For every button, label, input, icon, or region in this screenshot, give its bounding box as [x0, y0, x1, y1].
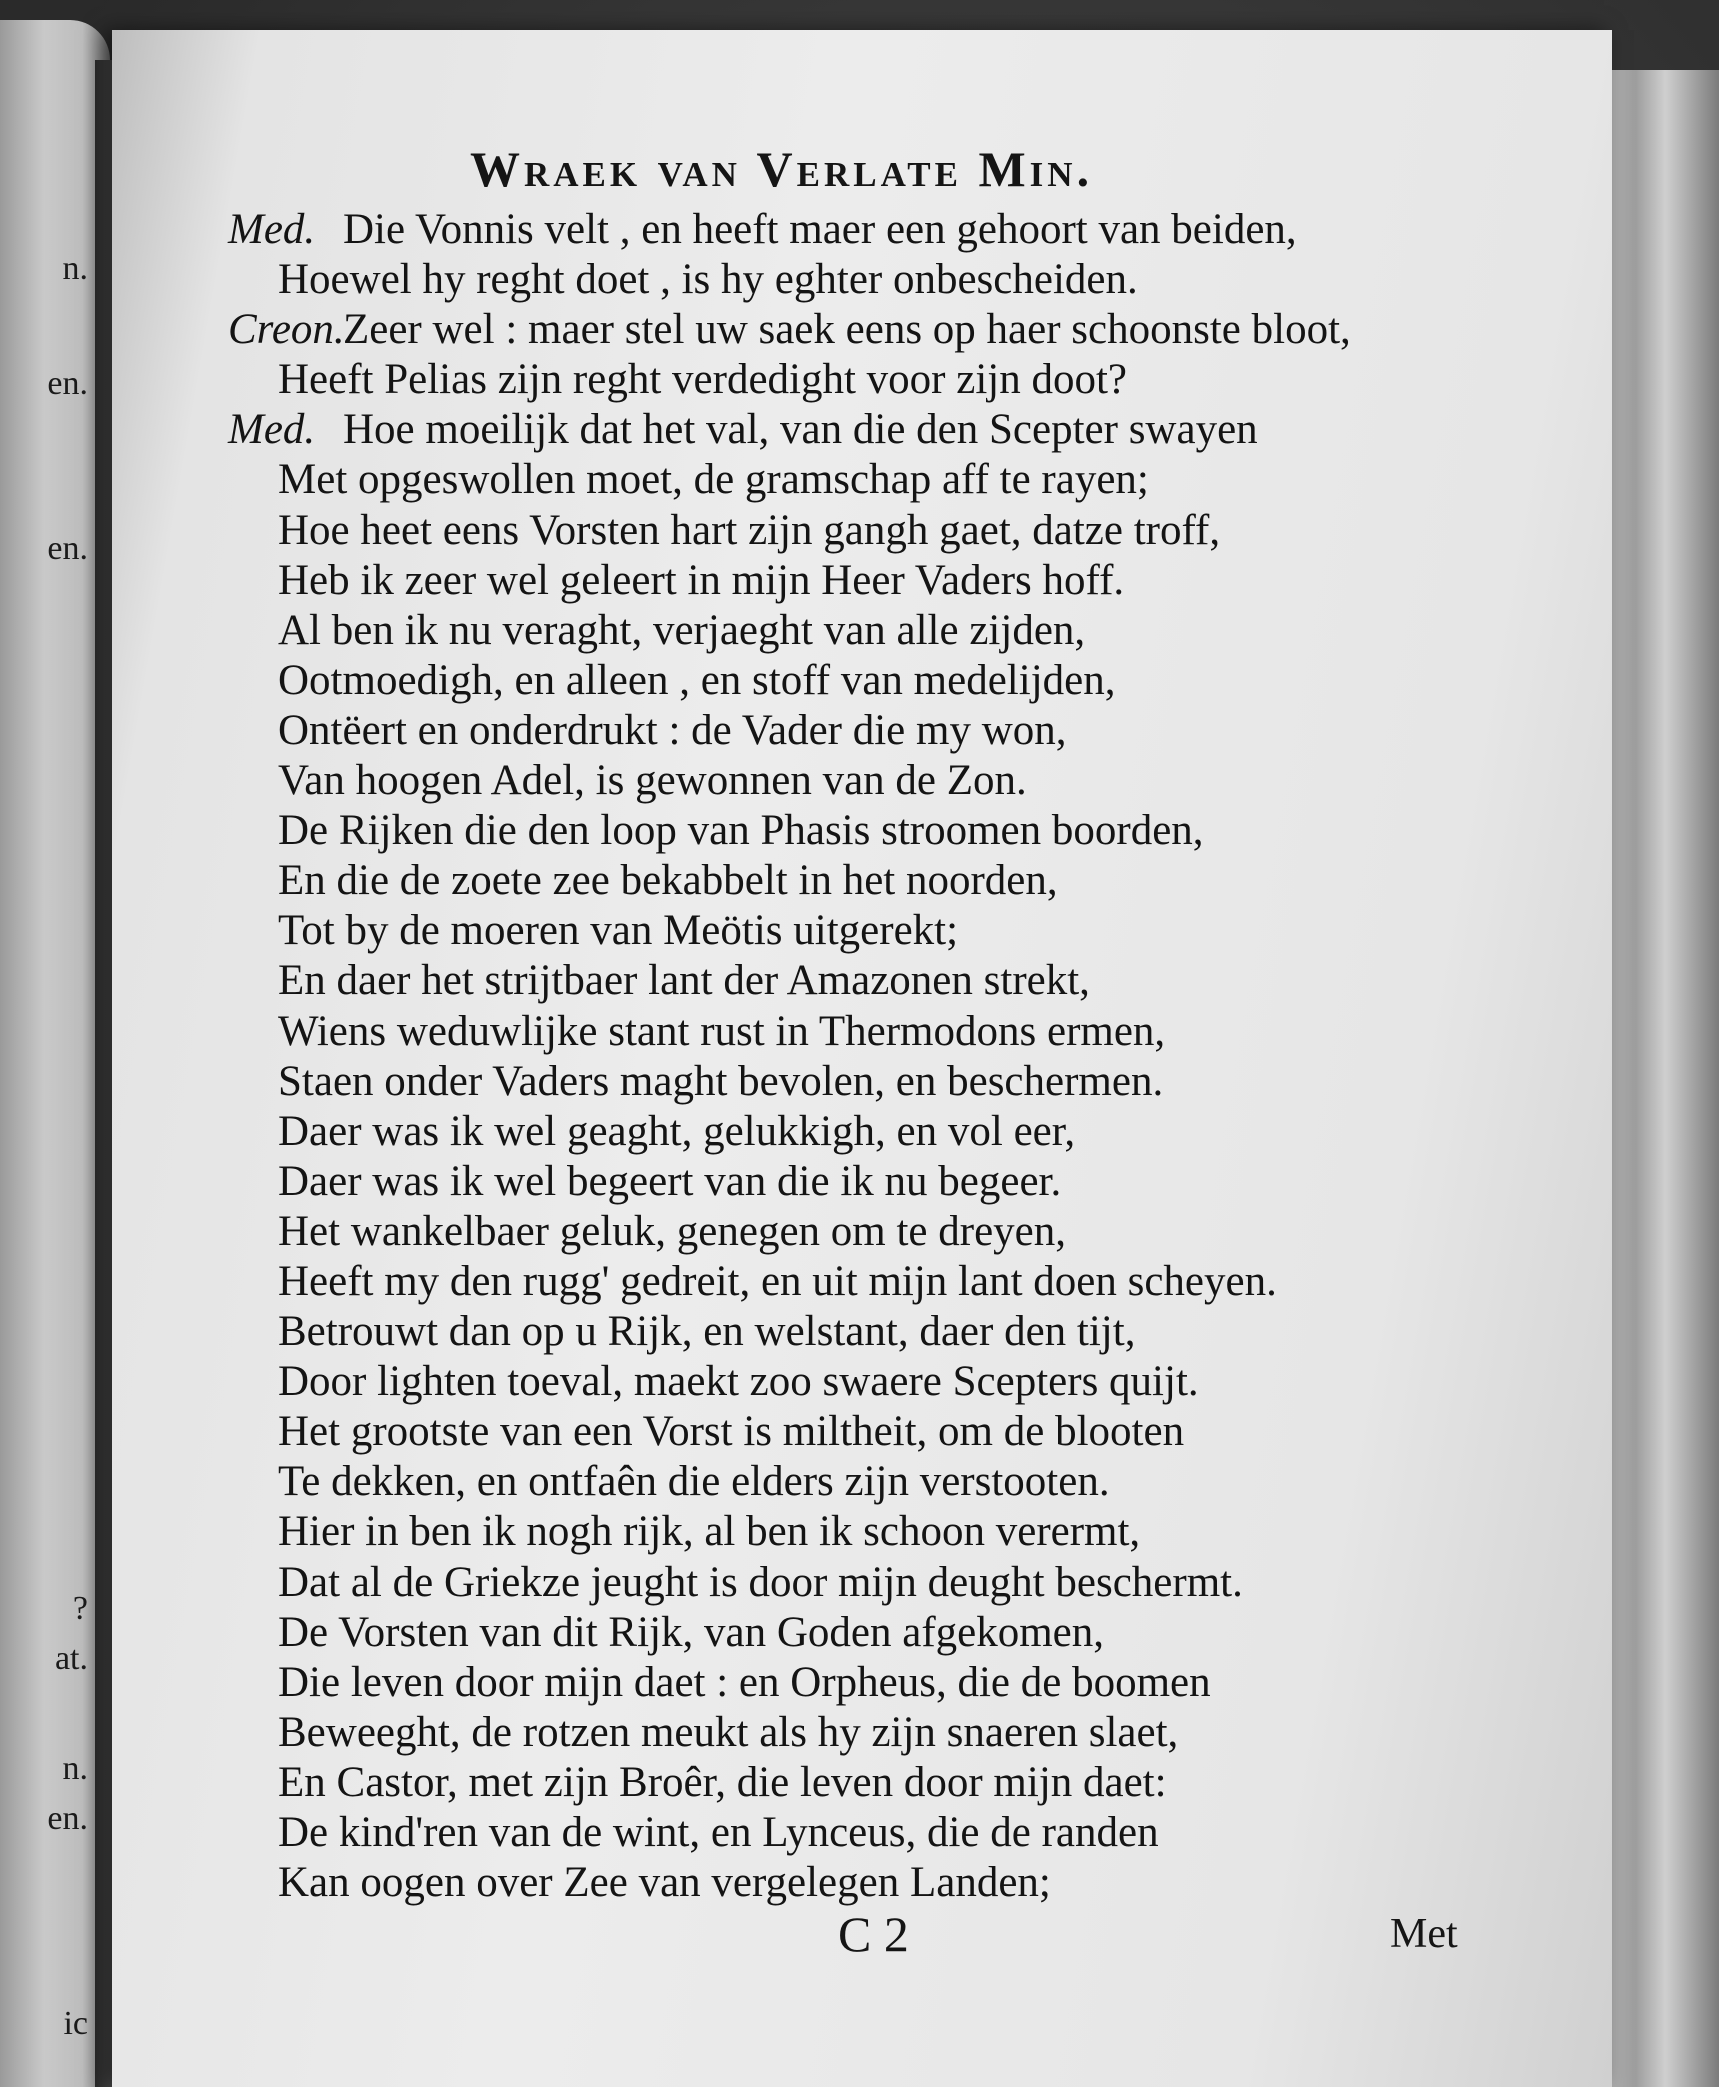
verse-line	[228, 1858, 1378, 1908]
verse-line-text: Tot by de moeren van Meötis uitgerekt;	[278, 907, 959, 955]
verse-line-text: En daer het strijtbaer lant der Amazonen strekt,	[278, 957, 1090, 1005]
verse-line	[228, 856, 1378, 906]
verse-line-text: Zeer wel : maer stel uw saek eens op haer schoonste bloot,	[343, 306, 1351, 354]
verse-line-text: Heeft Pelias zijn reght verdedight voor zijn doot?	[278, 356, 1127, 404]
verse-line	[228, 806, 1378, 856]
verse-line-text: Daer was ik wel geaght, gelukkigh, en vol eer,	[278, 1107, 1076, 1155]
verse-line-text: Wiens weduwlijke stant rust in Thermodons ermen,	[278, 1007, 1166, 1055]
verse-line	[228, 255, 1378, 305]
verse-line	[228, 956, 1378, 1006]
verse-line-text: Met opgeswollen moet, de gramschap aff te rayen;	[278, 456, 1149, 504]
verse-line	[228, 1407, 1378, 1457]
verse-line	[228, 205, 1378, 255]
left-page-fragment: n.	[62, 1750, 88, 1787]
verse-line-text: Kan oogen over Zee van vergelegen Landen;	[278, 1859, 1051, 1907]
verse-line-text: Beweeght, de rotzen meukt als hy zijn snaeren slaet,	[278, 1708, 1179, 1756]
left-page-edge	[0, 20, 110, 2087]
verse-line-text: Van hoogen Adel, is gewonnen van de Zon.	[278, 757, 1027, 805]
verse-line-text: Hoewel hy reght doet , is hy eghter onbescheiden.	[278, 256, 1138, 304]
verse-line	[228, 706, 1378, 756]
verse-line-text: Hoe moeilijk dat het val, van die den Scepter swayen	[343, 406, 1258, 454]
verse-line-text: Te dekken, en ontfaên die elders zijn verstooten.	[278, 1458, 1110, 1506]
verse-line-text: Door lighten toeval, maekt zoo swaere Scepters quijt.	[278, 1358, 1199, 1406]
left-page-fragment: en.	[47, 1800, 88, 1837]
running-header: Wraek van Verlate Min.	[470, 141, 1094, 197]
verse-line	[228, 1558, 1378, 1608]
verse-line	[228, 455, 1378, 505]
left-page-fragment: en.	[47, 530, 88, 567]
verse-line	[228, 906, 1378, 956]
verse-line	[228, 606, 1378, 656]
verse-line	[228, 1507, 1378, 1557]
verse-line	[228, 1257, 1378, 1307]
speaker-label: Creon.	[228, 306, 345, 354]
left-page-fragment: en.	[47, 365, 88, 402]
verse-line	[228, 1057, 1378, 1107]
verse-line	[228, 1758, 1378, 1808]
verse-line-text: Die leven door mijn daet : en Orpheus, die de boomen	[278, 1658, 1211, 1706]
signature-mark: C 2	[838, 1906, 909, 1962]
verse-line-text: Hoe heet eens Vorsten hart zijn gangh gaet, datze troff,	[278, 506, 1221, 554]
speaker-label: Med.	[228, 406, 316, 454]
verse-line	[228, 1357, 1378, 1407]
verse-line	[228, 1808, 1378, 1858]
verse-line	[228, 1107, 1378, 1157]
verse-line	[228, 656, 1378, 706]
verse-line-text: Staen onder Vaders maght bevolen, en beschermen.	[278, 1057, 1164, 1105]
left-page-fragment: ic	[63, 2005, 88, 2042]
verse-line	[228, 355, 1378, 405]
speaker-label: Med.	[228, 206, 316, 253]
page-stack-edge	[1600, 70, 1719, 2087]
verse-line-text: Heb ik zeer wel geleert in mijn Heer Vaders hoff.	[278, 556, 1125, 604]
verse-line-text: De kind'ren van de wint, en Lynceus, die de randen	[278, 1809, 1159, 1856]
verse-line-text: De Rijken die den loop van Phasis stroomen boorden,	[278, 807, 1204, 855]
verse-line	[228, 556, 1378, 606]
verse-line	[228, 405, 1378, 455]
verse-text	[228, 205, 1378, 1908]
catchword: Met	[1390, 1911, 1458, 1957]
verse-line-text: Dat al de Griekze jeught is door mijn deught beschermt.	[278, 1558, 1243, 1606]
verse-line	[228, 756, 1378, 806]
verse-line-text: Ootmoedigh, en alleen , en stoff van medelijden,	[278, 656, 1116, 704]
verse-line-text: Al ben ik nu veraght, verjaeght van alle zijden,	[278, 606, 1086, 654]
verse-line	[228, 506, 1378, 556]
left-page-fragment: at.	[54, 1640, 88, 1677]
verse-line-text: En Castor, met zijn Broêr, die leven door mijn daet:	[278, 1758, 1167, 1806]
verse-line-text: En die de zoete zee bekabbelt in het noorden,	[278, 857, 1058, 905]
verse-line-text: Die Vonnis velt , en heeft maer een gehoort van beiden,	[343, 206, 1297, 253]
verse-line	[228, 1307, 1378, 1357]
verse-line-text: Ontëert en onderdrukt : de Vader die my won,	[278, 706, 1067, 754]
left-page-fragment: n.	[62, 250, 88, 287]
verse-line	[228, 1157, 1378, 1207]
verse-line-text: Heeft my den rugg' gedreit, en uit mijn lant doen scheyen.	[278, 1257, 1277, 1305]
verse-line-text: Daer was ik wel begeert van die ik nu begeer.	[278, 1157, 1062, 1205]
verse-line	[228, 1608, 1378, 1658]
verse-line-text: De Vorsten van dit Rijk, van Goden afgekomen,	[278, 1608, 1105, 1656]
verse-line	[228, 1658, 1378, 1708]
verse-line	[228, 1457, 1378, 1507]
verse-line-text: Het wankelbaer geluk, genegen om te dreyen,	[278, 1207, 1067, 1255]
verse-line	[228, 305, 1378, 355]
left-page-fragment: ?	[72, 1590, 88, 1627]
verse-line-text: Het grootste van een Vorst is miltheit, om de blooten	[278, 1408, 1185, 1456]
verse-line-text: Hier in ben ik nogh rijk, al ben ik schoon verermt,	[278, 1508, 1141, 1556]
verse-line-text: Betrouwt dan op u Rijk, en welstant, daer den tijt,	[278, 1308, 1136, 1356]
verse-line	[228, 1007, 1378, 1057]
verse-line	[228, 1708, 1378, 1758]
verse-line	[228, 1207, 1378, 1257]
